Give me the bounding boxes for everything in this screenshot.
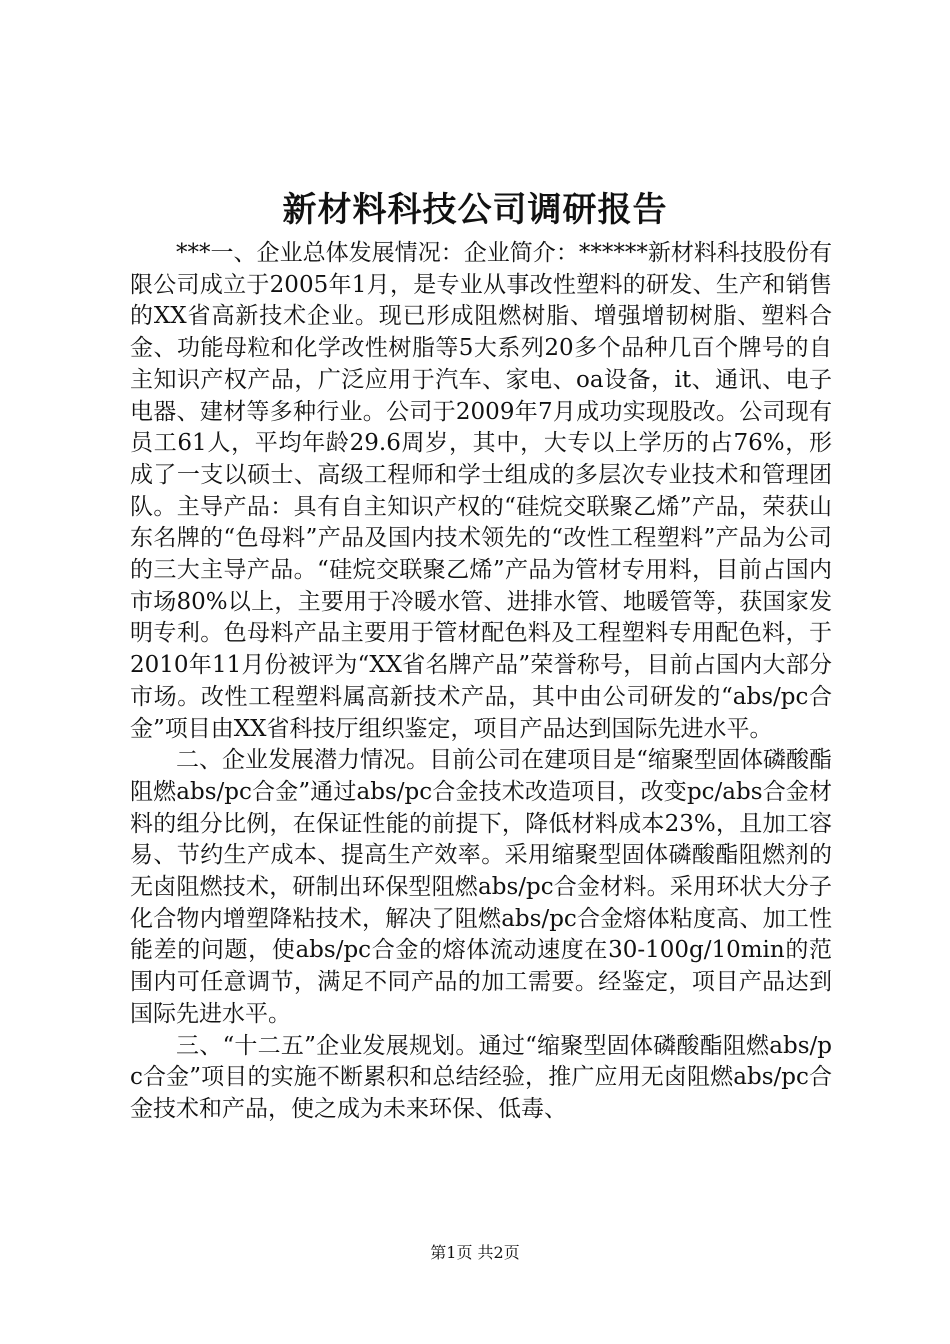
document-body [130, 238, 832, 1126]
document-title: 新材料科技公司调研报告 [282, 190, 668, 230]
paragraph-five-year-plan: 三、“十二五”企业发展规划。通过“缩聚型固体磷酸酯阻燃abs/pc合金”项目的实施不断累积和总结经验，推广应用无卤阻燃abs/pc合金技术和产品，使之成为未来环保、低毒、 [130, 1032, 832, 1122]
paragraph-company-overview: ***一、企业总体发展情况：企业简介：******新材料科技股份有限公司成立于2005年1月，是专业从事改性塑料的研发、生产和销售的XX省高新技术企业。现已形成阻燃树脂、增强增韧树脂、塑料合金、功能母粒和化学改性树脂等5大系列20多个品种几百个牌号的自主知识产权产品，广泛应用于汽车、家电、oa设备，it、通讯、电子电器、建材等多种行业。公司于2009年7月成功实现股改。公司现有员工61人，平均年龄29.6周岁，其中，大专以上学历的占76%，形成了一支以硕士、高级工程师和学士组成的多层次专业技术和管理团队。主导产品：具有自主知识产权的“硅烷交联聚乙烯”产品，荣获山东名牌的“色母料”产品及国内技术领先的“改性工程塑料”产品为公司的三大主导产品。“硅烷交联聚乙烯”产品为管材专用料，目前占国内市场80%以上，主要用于冷暖水管、进排水管、地暖管等，获国家发明专利。色母料产品主要用于管材配色料及工程塑料专用配色料，于2010年11月份被评为“XX省名牌产品”荣誉称号，目前占国内大部分市场。改性工程塑料属高新技术产品，其中由公司研发的“abs/pc合金”项目由XX省科技厅组织鉴定，项目产品达到国际先进水平。 [130, 240, 832, 742]
paragraph-development-potential: 二、企业发展潜力情况。目前公司在建项目是“缩聚型固体磷酸酯阻燃abs/pc合金”通过abs/pc合金技术改造项目，改变pc/abs合金材料的组分比例，在保证性能的前提下，降低材料成本23%，且加工容易、节约生产成本、提高生产效率。采用缩聚型固体磷酸酯阻燃剂的无卤阻燃技术，研制出环保型阻燃abs/pc合金材料。采用环状大分子化合物内增塑降粘技术，解决了阻燃abs/pc合金熔体粘度高、加工性能差的问题，使abs/pc合金的熔体流动速度在30-100g/10min的范围内可任意调节，满足不同产品的加工需要。经鉴定，项目产品达到国际先进水平。 [130, 747, 832, 1027]
page-number-footer: 第1页 共2页 [430, 1243, 520, 1262]
